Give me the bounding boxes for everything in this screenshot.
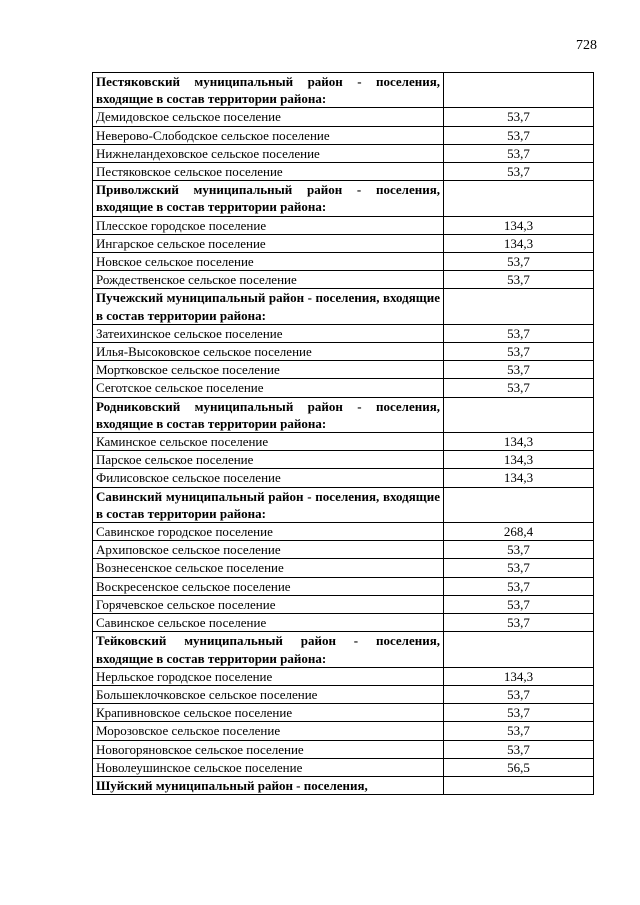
settlement-row <box>93 559 594 577</box>
settlement-name: Новогоряновское сельское поселение <box>93 740 444 758</box>
settlement-name: Архиповское сельское поселение <box>93 541 444 559</box>
settlement-name: Новское сельское поселение <box>93 253 444 271</box>
settlement-value: 53,7 <box>444 704 594 722</box>
settlement-row <box>93 704 594 722</box>
settlement-row <box>93 758 594 776</box>
district-header-value-cell <box>444 73 594 108</box>
settlement-row <box>93 595 594 613</box>
district-header-text: Савинский муниципальный район - поселения, входящие в состав территории района: <box>93 487 444 522</box>
settlement-value: 268,4 <box>444 523 594 541</box>
settlement-name: Парское сельское поселение <box>93 451 444 469</box>
district-header-value-cell <box>444 397 594 432</box>
district-header-value-cell <box>444 487 594 522</box>
settlement-row <box>93 523 594 541</box>
district-header-text: Пестяковский муниципальный район - поселения, входящие в состав территории района: <box>93 73 444 108</box>
settlement-value: 53,7 <box>444 126 594 144</box>
settlements-table <box>92 72 594 795</box>
district-header-row <box>93 632 594 667</box>
settlement-name: Демидовское сельское поселение <box>93 108 444 126</box>
settlement-name: Рождественское сельское поселение <box>93 271 444 289</box>
settlement-value: 53,7 <box>444 163 594 181</box>
page-number: 728 <box>576 38 597 53</box>
settlement-name: Нижнеландеховское сельское поселение <box>93 144 444 162</box>
district-header-value-cell <box>444 181 594 216</box>
settlement-value: 53,7 <box>444 108 594 126</box>
settlement-row <box>93 451 594 469</box>
settlement-value: 53,7 <box>444 559 594 577</box>
table-body <box>93 73 594 795</box>
settlement-name: Затеихинское сельское поселение <box>93 324 444 342</box>
settlement-row <box>93 469 594 487</box>
settlement-name: Плесское городское поселение <box>93 216 444 234</box>
settlement-value: 53,7 <box>444 379 594 397</box>
settlement-value: 53,7 <box>444 343 594 361</box>
settlement-name: Вознесенское сельское поселение <box>93 559 444 577</box>
district-header-text: Тейковский муниципальный район - поселения, входящие в состав территории района: <box>93 632 444 667</box>
settlement-name: Новолеушинское сельское поселение <box>93 758 444 776</box>
settlement-row <box>93 234 594 252</box>
settlement-row <box>93 722 594 740</box>
settlement-value: 53,7 <box>444 271 594 289</box>
settlement-row <box>93 740 594 758</box>
settlement-value: 53,7 <box>444 361 594 379</box>
settlement-name: Илья-Высоковское сельское поселение <box>93 343 444 361</box>
settlement-name: Крапивновское сельское поселение <box>93 704 444 722</box>
district-header-value-cell <box>444 632 594 667</box>
settlement-name: Каминское сельское поселение <box>93 433 444 451</box>
settlement-name: Большеклочковское сельское поселение <box>93 685 444 703</box>
district-header-text: Шуйский муниципальный район - поселения, <box>93 776 444 794</box>
settlement-value: 53,7 <box>444 595 594 613</box>
settlement-row <box>93 324 594 342</box>
district-header-value-cell <box>444 289 594 324</box>
settlement-name: Филисовское сельское поселение <box>93 469 444 487</box>
settlement-row <box>93 271 594 289</box>
settlement-value: 53,7 <box>444 722 594 740</box>
settlement-value: 53,7 <box>444 577 594 595</box>
settlement-name: Савинское сельское поселение <box>93 614 444 632</box>
settlement-name: Пестяковское сельское поселение <box>93 163 444 181</box>
district-header-row <box>93 73 594 108</box>
settlement-name: Мортковское сельское поселение <box>93 361 444 379</box>
settlement-value: 53,7 <box>444 144 594 162</box>
settlement-row <box>93 216 594 234</box>
district-header-text: Пучежский муниципальный район - поселения, входящие в состав территории района: <box>93 289 444 324</box>
settlement-row <box>93 667 594 685</box>
settlement-row <box>93 343 594 361</box>
settlement-row <box>93 144 594 162</box>
settlement-value: 53,7 <box>444 614 594 632</box>
district-header-row <box>93 397 594 432</box>
settlement-row <box>93 685 594 703</box>
district-header-text: Родниковский муниципальный район - поселения, входящие в состав территории района: <box>93 397 444 432</box>
settlement-name: Воскресенское сельское поселение <box>93 577 444 595</box>
settlement-row <box>93 614 594 632</box>
settlement-value: 53,7 <box>444 253 594 271</box>
settlement-value: 53,7 <box>444 685 594 703</box>
district-header-row <box>93 776 594 794</box>
settlement-name: Сеготское сельское поселение <box>93 379 444 397</box>
settlement-value: 53,7 <box>444 541 594 559</box>
settlement-name: Ингарское сельское поселение <box>93 234 444 252</box>
settlement-value: 134,3 <box>444 433 594 451</box>
settlement-value: 56,5 <box>444 758 594 776</box>
settlement-value: 134,3 <box>444 216 594 234</box>
settlement-row <box>93 577 594 595</box>
district-header-text: Приволжский муниципальный район - поселения, входящие в состав территории района: <box>93 181 444 216</box>
settlement-value: 134,3 <box>444 451 594 469</box>
settlement-value: 134,3 <box>444 469 594 487</box>
settlement-name: Морозовское сельское поселение <box>93 722 444 740</box>
settlement-row <box>93 433 594 451</box>
district-header-value-cell <box>444 776 594 794</box>
settlement-value: 53,7 <box>444 740 594 758</box>
settlement-name: Савинское городское поселение <box>93 523 444 541</box>
settlement-value: 53,7 <box>444 324 594 342</box>
settlement-name: Горячевское сельское поселение <box>93 595 444 613</box>
settlement-value: 134,3 <box>444 234 594 252</box>
settlement-name: Нерльское городское поселение <box>93 667 444 685</box>
settlement-row <box>93 379 594 397</box>
settlement-row <box>93 361 594 379</box>
settlement-row <box>93 541 594 559</box>
settlement-row <box>93 253 594 271</box>
settlement-row <box>93 163 594 181</box>
settlement-row <box>93 126 594 144</box>
district-header-row <box>93 487 594 522</box>
district-header-row <box>93 289 594 324</box>
settlement-value: 134,3 <box>444 667 594 685</box>
district-header-row <box>93 181 594 216</box>
settlement-row <box>93 108 594 126</box>
settlement-name: Неверово-Слободское сельское поселение <box>93 126 444 144</box>
